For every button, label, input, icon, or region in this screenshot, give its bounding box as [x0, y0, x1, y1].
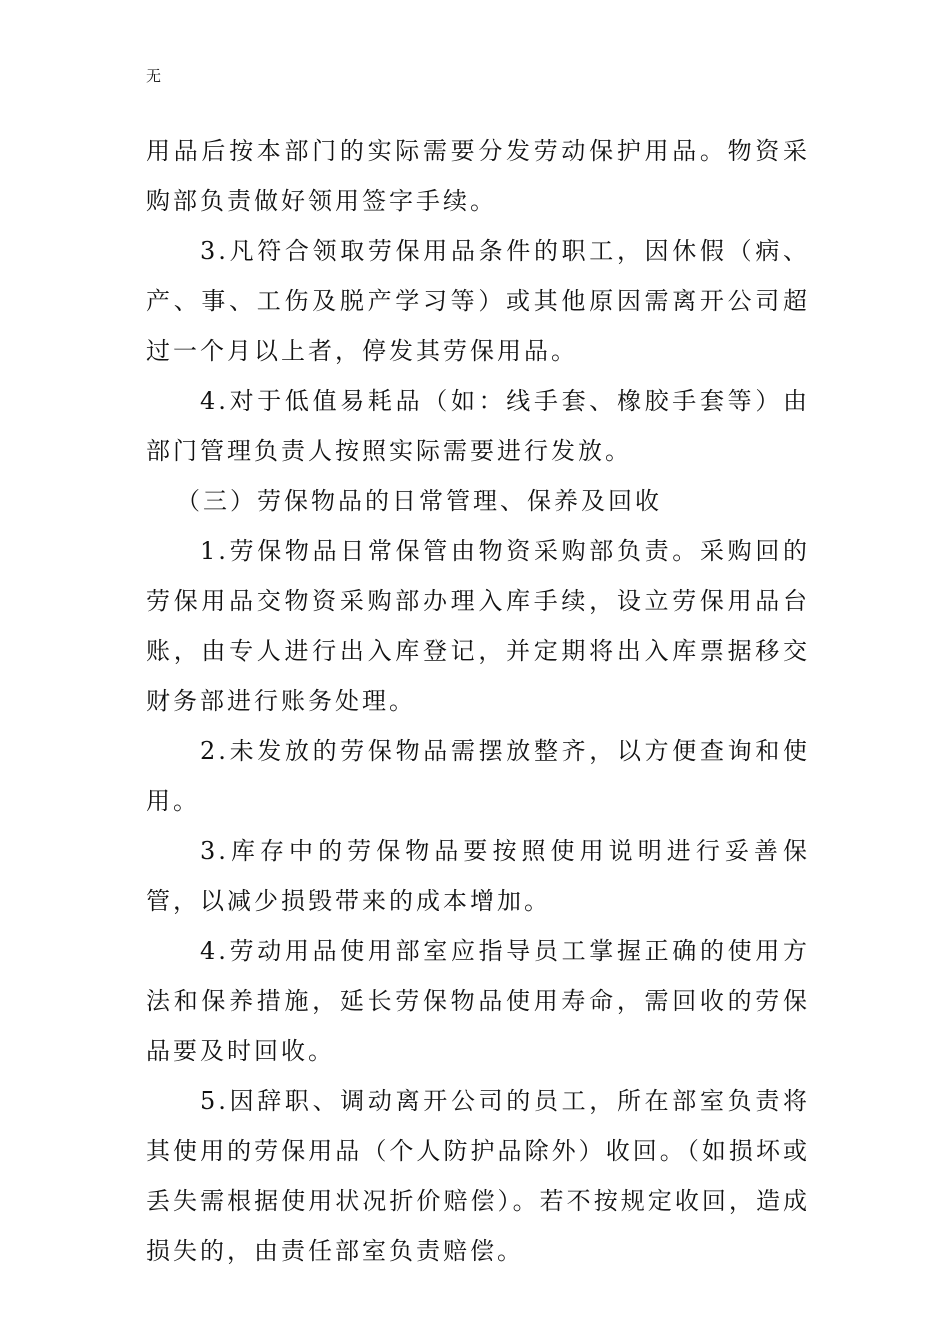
section-heading-daily-management: （三）劳保物品的日常管理、保养及回收 [176, 487, 662, 515]
paragraph-item-5-recovery: 5.因辞职、调动离开公司的员工，所在部室负责将其使用的劳保用品（个人防护品除外）收回。（如损坏或丢失需根据使用状况折价赔偿）。若不按规定收回，造成损失的，由责任部室负责赔偿。 [146, 1087, 810, 1265]
document-body [146, 126, 810, 1276]
paragraph-item-3-storage: 3.库存中的劳保物品要按照使用说明进行妥善保管，以减少损毁带来的成本增加。 [146, 837, 810, 915]
paragraph-item-3-eligibility: 3.凡符合领取劳保用品条件的职工，因休假（病、产、事、工伤及脱产学习等）或其他原因需离开公司超过一个月以上者，停发其劳保用品。 [146, 237, 810, 365]
paragraph-item-2-arrangement: 2.未发放的劳保物品需摆放整齐，以方便查询和使用。 [146, 737, 810, 815]
paragraph-item-4-usage-guidance: 4.劳动用品使用部室应指导员工掌握正确的使用方法和保养措施，延长劳保物品使用寿命，需回收的劳保品要及时回收。 [146, 937, 810, 1065]
paragraph-continuation: 用品后按本部门的实际需要分发劳动保护用品。物资采购部负责做好领用签字手续。 [146, 137, 810, 215]
paragraph-item-4-consumables: 4.对于低值易耗品（如：线手套、橡胶手套等）由部门管理负责人按照实际需要进行发放。 [146, 387, 810, 465]
paragraph-item-1-custody: 1.劳保物品日常保管由物资采购部负责。采购回的劳保用品交物资采购部办理入库手续，设立劳保用品台账，由专人进行出入库登记，并定期将出入库票据移交财务部进行账务处理。 [146, 537, 810, 715]
header-mark: 无 [146, 67, 162, 85]
